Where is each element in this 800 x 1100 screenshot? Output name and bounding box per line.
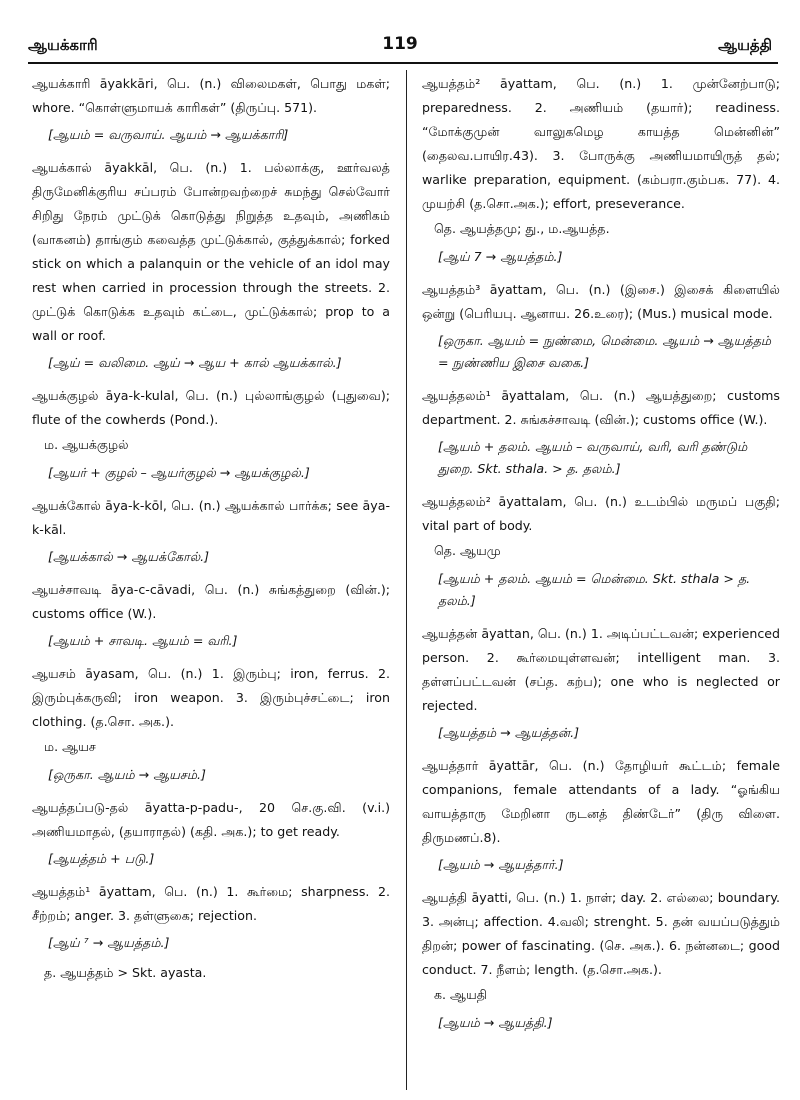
- entry: [32, 880, 390, 984]
- right-column: [422, 72, 780, 1044]
- entry: [422, 72, 780, 268]
- etymology: [ஆய் = வலிமை. ஆய் → ஆய + கால் ஆயக்கால்.]: [48, 355, 342, 370]
- entry-text: ஆயக்குழல் āya-k-kulal, பெ. (n.) புல்லாங்குழல் (புதுவை); flute of the cowherds (Pond.).: [32, 388, 390, 427]
- entry: [32, 796, 390, 870]
- entry-text: ஆயத்தன் āyattan, பெ. (n.) 1. அடிப்பட்டவன்; experienced person. 2. கூர்மையுள்ளவன்; intelligent man. 3. தள்ளப்பட்டவன் (சப்த. கற்ப); one who is neglected or rejected.: [422, 626, 780, 713]
- entry: [422, 754, 780, 876]
- entry: [422, 384, 780, 480]
- entry-text: ஆயச்சாவடி āya-c-cāvadi, பெ. (n.) சுங்கத்துறை (வின்.); customs office (W.).: [32, 582, 390, 621]
- entry-text: ஆயக்காரி āyakkāri, பெ. (n.) விலைமகள், பொது மகள்; whore. “கொள்ளுமாயக் காரிகள்” (திருப்பு. 571).: [32, 76, 390, 115]
- entry: [32, 494, 390, 568]
- entry: [422, 886, 780, 1034]
- cognate: ம. ஆயச: [44, 739, 96, 754]
- etymology: [ஆயம் = வருவாய். ஆயம் → ஆயக்காரி]: [48, 127, 289, 142]
- entry-text: ஆயத்தலம்² āyattalam, பெ. (n.) உடம்பில் மருமப் பகுதி; vital part of body.: [422, 494, 780, 533]
- cognate: தெ. ஆயத்தமு; து., ம.ஆயத்த.: [434, 221, 610, 236]
- header-rule: [28, 62, 778, 64]
- etymology: [ஆயம் + சாவடி. ஆயம் = வரி.]: [48, 633, 238, 648]
- page-number: 119: [382, 34, 418, 54]
- entry-text: ஆயத்தம்³ āyattam, பெ. (n.) (இசை.) இசைக் கிளையில் ஒன்று (பெரியபு. ஆனாய. 26.உரை); (Mus.) musical mode.: [422, 282, 780, 321]
- entry: [32, 578, 390, 652]
- entry-text: ஆயசம் āyasam, பெ. (n.) 1. இரும்பு; iron, ferrus. 2. இரும்புக்கருவி; iron weapon. 3. இரும்புச்சட்டை; iron clothing. (த.சொ. அக.).: [32, 666, 390, 729]
- page-header: [0, 0, 800, 62]
- entry-text: ஆயக்கோல் āya-k-kōl, பெ. (n.) ஆயக்கால் பார்க்க; see āya-k-kāl.: [32, 498, 390, 537]
- entry-text: ஆயத்தி āyatti, பெ. (n.) 1. நாள்; day. 2. எல்லை; boundary. 3. அன்பு; affection. 4.வலி; strenght. 5. தன் வயப்படுத்தும் திறன்; power of fascinating. (செ. அக.). 6. நன்னடை; good conduct. 7. நீளம்; length. (த.சொ.அக.).: [422, 890, 780, 977]
- entry-text: ஆயக்கால் āyakkāl, பெ. (n.) 1. பல்லாக்கு, ஊர்வலத் திருமேனிக்குரிய சப்பரம் போன்றவற்றைச் சுமந்து செல்வோர் சிறிது நேரம் முட்டுக் கொடுத்து நிறுத்த உதவும், அணிகம் (வாகனம்) தாங்கும் கவைத்த முட்டுக்கால், குத்துக்கால்; forked stick on which a palanquin or the vehicle of an idol may rest when carried in procession through the streets. 2. முட்டுக் கொடுக்க உதவும் கட்டை, முட்டுக்கால்; prop to a wall or roof.: [32, 160, 390, 343]
- etymology: [ஒருகா. ஆயம் = நுண்மை, மென்மை. ஆயம் → ஆயத்தம் = நுண்ணிய இசை வகை.]: [438, 333, 772, 370]
- left-guide-word: ஆயக்காரி: [28, 36, 98, 54]
- entry-text: ஆயத்தம்² āyattam, பெ. (n.) 1. முன்னேற்பாடு; preparedness. 2. அணியம் (தயார்); readiness. “மோக்குமுன் வாலுகமெழ காயத்த மென்னின்” (தைலவ.பாயிர.43). 3. போருக்கு அணியமாயிருத் தல்; warlike preparation, equipment. (கம்பரா.கும்பக. 77). 4. முயற்சி (த.சொ.அக.); effort, preseverance.: [422, 76, 780, 211]
- entry-text: ஆயத்தார் āyattār, பெ. (n.) தோழியர் கூட்டம்; female companions, female attendants of a lady. “ஓங்கிய வாயத்தாரு மேறினா ருடனத் திண்டேர்” (திரு விளை. திருமணப்.8).: [422, 758, 780, 845]
- etymology: [ஆயம் → ஆயத்தார்.]: [438, 857, 564, 872]
- entry: [422, 622, 780, 744]
- cognate: ம. ஆயக்குழல்: [44, 437, 129, 452]
- etymology: [ஒருகா. ஆயம் → ஆயசம்.]: [48, 767, 206, 782]
- entry: [32, 384, 390, 484]
- column-divider: [406, 70, 407, 1090]
- etymology: [ஆயர் + குழல் – ஆயர்குழல் → ஆயக்குழல்.]: [48, 465, 310, 480]
- entry-text: ஆயத்தப்படு-தல் āyatta-p-padu-, 20 செ.கு.வி. (v.i.) அணியமாதல், (தயாராதல்) (கதி. அக.); to get ready.: [32, 800, 390, 839]
- etymology: [ஆயத்தம் → ஆயத்தன்.]: [438, 725, 579, 740]
- entry: [422, 490, 780, 612]
- etymology: [ஆயம் + தலம். ஆயம் – வருவாய், வரி, வரி தண்டும் துறை. Skt. sthala. > த. தலம்.]: [438, 439, 748, 476]
- etymology: [ஆயத்தம் + படு.]: [48, 851, 155, 866]
- entry: [32, 72, 390, 146]
- entry-text: ஆயத்தலம்¹ āyattalam, பெ. (n.) ஆயத்துறை; customs department. 2. சுங்கச்சாவடி (வின்.); customs office (W.).: [422, 388, 780, 427]
- entry-text: ஆயத்தம்¹ āyattam, பெ. (n.) 1. கூர்மை; sharpness. 2. சீற்றம்; anger. 3. தள்ளுகை; rejection.: [32, 884, 390, 923]
- entry: [422, 278, 780, 374]
- entry: [32, 156, 390, 374]
- left-column: [32, 72, 390, 994]
- cognate: த. ஆயத்தம் > Skt. ayasta.: [44, 965, 207, 980]
- cognate: தெ. ஆயமு: [434, 543, 501, 558]
- right-guide-word: ஆயத்தி: [718, 36, 772, 54]
- etymology: [ஆயம் + தலம். ஆயம் = மென்மை. Skt. sthala > த. தலம்.]: [438, 571, 751, 608]
- entry: [32, 662, 390, 786]
- etymology: [ஆயக்கால் → ஆயக்கோல்.]: [48, 549, 210, 564]
- etymology: [ஆய் ⁷ → ஆயத்தம்.]: [48, 935, 170, 950]
- etymology: [ஆய் 7 → ஆயத்தம்.]: [438, 249, 563, 264]
- etymology: [ஆயம் → ஆயத்தி.]: [438, 1015, 553, 1030]
- cognate: க. ஆயதி: [434, 987, 488, 1002]
